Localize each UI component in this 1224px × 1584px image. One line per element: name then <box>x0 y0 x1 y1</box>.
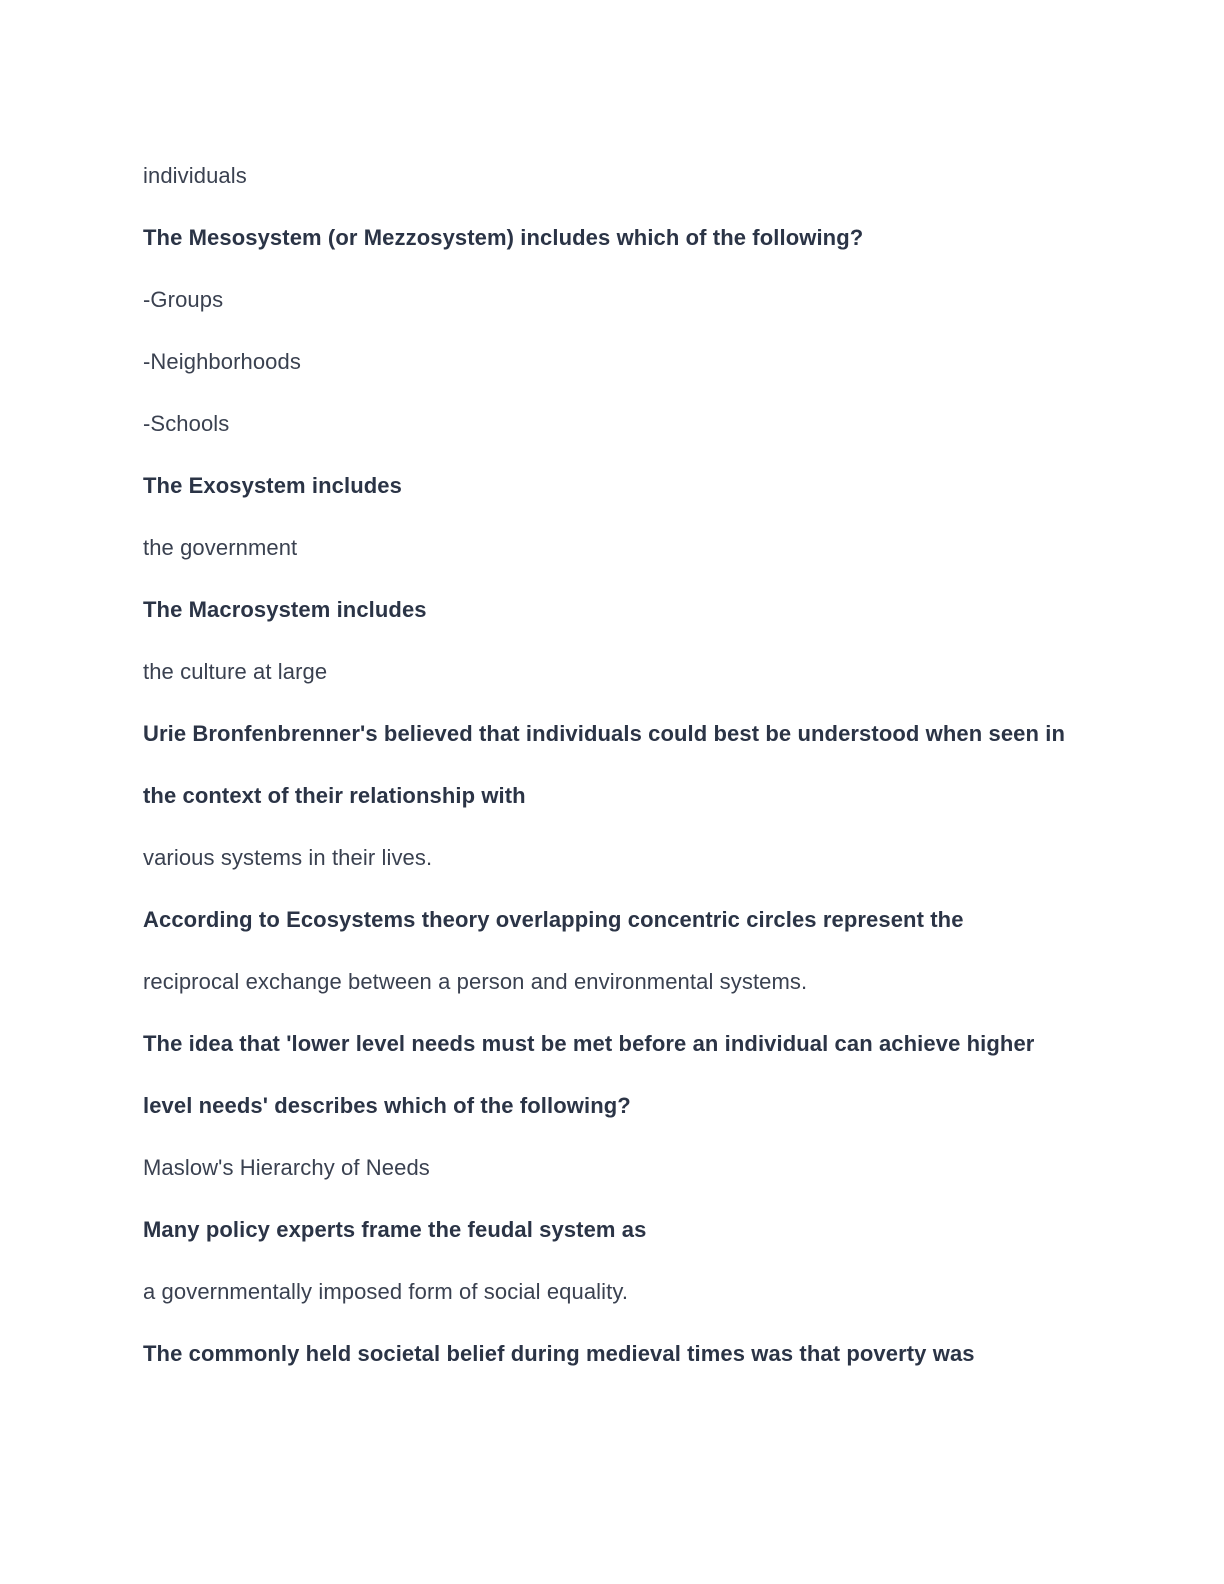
question-text: The commonly held societal belief during medieval times was that poverty was <box>143 1341 975 1366</box>
answer-text: various systems in their lives. <box>143 845 433 870</box>
answer-text: the culture at large <box>143 659 328 684</box>
question-text: The Exosystem includes <box>143 473 402 498</box>
question-text: Many policy experts frame the feudal system as <box>143 1217 647 1242</box>
answer-text: -Neighborhoods <box>143 349 301 374</box>
answer-text: -Schools <box>143 411 230 436</box>
answer-text: individuals <box>143 163 247 188</box>
question-text: level needs' describes which of the following? <box>143 1093 631 1118</box>
question-text: The Mesosystem (or Mezzosystem) includes which of the following? <box>143 225 864 250</box>
answer-text: a governmentally imposed form of social equality. <box>143 1279 629 1304</box>
question-text: According to Ecosystems theory overlapping concentric circles represent the <box>143 907 964 932</box>
question-text: The Macrosystem includes <box>143 597 427 622</box>
answer-text: -Groups <box>143 287 224 312</box>
document-body <box>143 145 1103 1385</box>
answer-text: the government <box>143 535 298 560</box>
question-text: The idea that 'lower level needs must be met before an individual can achieve higher <box>143 1031 1035 1056</box>
answer-text: Maslow's Hierarchy of Needs <box>143 1155 430 1180</box>
answer-text: reciprocal exchange between a person and environmental systems. <box>143 969 808 994</box>
question-text: Urie Bronfenbrenner's believed that individuals could best be understood when seen in <box>143 721 1065 746</box>
question-text: the context of their relationship with <box>143 783 526 808</box>
